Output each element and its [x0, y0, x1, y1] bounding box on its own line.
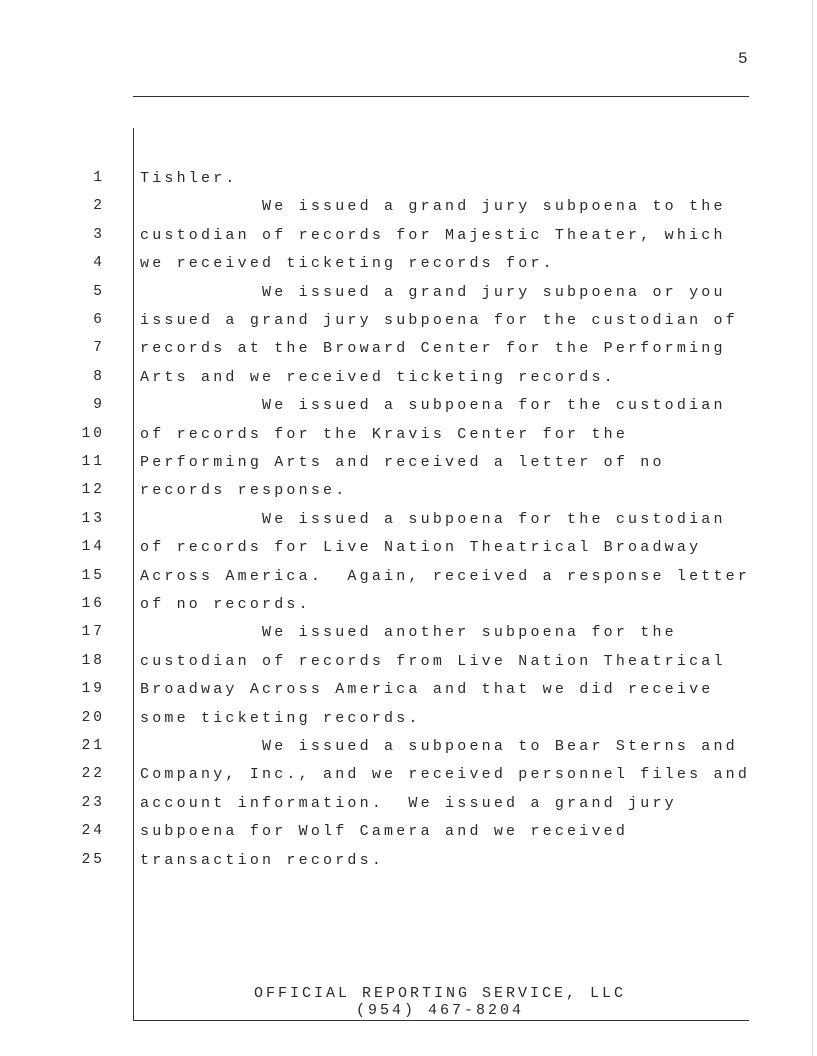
line-number: 17 — [81, 624, 105, 641]
line-number: 6 — [93, 312, 105, 328]
line-number: 21 — [81, 738, 105, 754]
page-top-rule — [133, 96, 749, 97]
transcript-line — [0, 170, 817, 198]
line-number: 25 — [81, 851, 105, 868]
line-number: 3 — [93, 226, 105, 243]
transcript-line — [0, 397, 817, 425]
line-text: Arts and we received ticketing records. — [140, 368, 616, 386]
transcript-line — [0, 624, 817, 652]
line-number: 5 — [93, 283, 105, 300]
transcript-line — [0, 482, 817, 510]
line-number: 4 — [93, 255, 105, 272]
line-text: Company, Inc., and we received personnel files and — [140, 766, 751, 784]
line-number: 24 — [81, 823, 105, 840]
transcript-line — [0, 255, 817, 283]
transcript-line — [0, 710, 817, 738]
line-number: 20 — [81, 709, 105, 726]
transcript-line — [0, 426, 817, 454]
line-number: 7 — [93, 340, 105, 357]
line-number: 1 — [93, 170, 105, 186]
line-number: 16 — [81, 596, 105, 612]
line-number: 19 — [81, 681, 105, 698]
footer-company: OFFICIAL REPORTING SERVICE, LLC — [253, 985, 627, 1002]
line-number: 12 — [81, 482, 105, 499]
transcript-line — [0, 312, 817, 340]
line-text: We issued a subpoena for the custodian — [140, 397, 726, 415]
transcript-line — [0, 738, 817, 766]
line-text: of records for Live Nation Theatrical Broadway — [140, 539, 702, 557]
line-text: subpoena for Wolf Camera and we received — [140, 823, 629, 841]
transcript-line — [0, 340, 817, 368]
line-text: transaction records. — [140, 851, 385, 869]
line-text: of no records. — [140, 596, 311, 613]
transcript-line — [0, 568, 817, 596]
line-number: 11 — [81, 454, 105, 470]
line-text: records at the Broward Center for the Performing — [140, 340, 726, 358]
transcript-line — [0, 284, 817, 312]
line-text: account information. We issued a grand jury — [140, 794, 677, 812]
line-number: 23 — [81, 794, 105, 811]
footer-phone: (954) 467-8204 — [355, 1002, 525, 1019]
line-number: 2 — [93, 198, 105, 215]
page-bottom-rule — [133, 1020, 749, 1021]
transcript-line — [0, 766, 817, 794]
transcript-line — [0, 852, 817, 880]
line-text: custodian of records for Majestic Theater, which — [140, 226, 726, 244]
transcript-line — [0, 795, 817, 823]
transcript-line — [0, 823, 817, 851]
transcript-line — [0, 369, 817, 397]
line-number: 15 — [81, 567, 105, 584]
transcript-line — [0, 653, 817, 681]
page-number: 5 — [738, 50, 748, 68]
line-number: 13 — [81, 510, 105, 527]
line-text: We issued a subpoena to Bear Sterns and — [140, 738, 738, 755]
transcript-line — [0, 681, 817, 709]
line-text: We issued another subpoena for the — [140, 624, 677, 642]
line-text: Broadway Across America and that we did receive — [140, 681, 714, 699]
line-number: 10 — [81, 425, 105, 442]
line-number: 8 — [93, 368, 105, 385]
transcript-line — [0, 511, 817, 539]
line-text: Performing Arts and received a letter of no — [140, 454, 665, 471]
line-text: we received ticketing records for. — [140, 255, 555, 273]
transcript-line — [0, 227, 817, 255]
transcript-line — [0, 198, 817, 226]
line-text: issued a grand jury subpoena for the custodian of — [140, 312, 738, 329]
line-text: We issued a subpoena for the custodian — [140, 510, 726, 528]
line-number: 22 — [81, 766, 105, 783]
line-text: of records for the Kravis Center for the — [140, 425, 629, 443]
line-number: 18 — [81, 652, 105, 669]
transcript-line — [0, 539, 817, 567]
line-text: Across America. Again, received a response letter — [140, 567, 751, 585]
line-number: 14 — [81, 539, 105, 556]
line-text: records response. — [140, 482, 348, 500]
line-text: Tishler. — [140, 170, 238, 187]
transcript-line — [0, 454, 817, 482]
transcript-line — [0, 596, 817, 624]
line-text: custodian of records from Live Nation Theatrical — [140, 652, 726, 670]
line-text: some ticketing records. — [140, 709, 421, 727]
line-text: We issued a grand jury subpoena to the — [140, 198, 726, 216]
line-number: 9 — [93, 397, 105, 414]
line-text: We issued a grand jury subpoena or you — [140, 283, 726, 301]
